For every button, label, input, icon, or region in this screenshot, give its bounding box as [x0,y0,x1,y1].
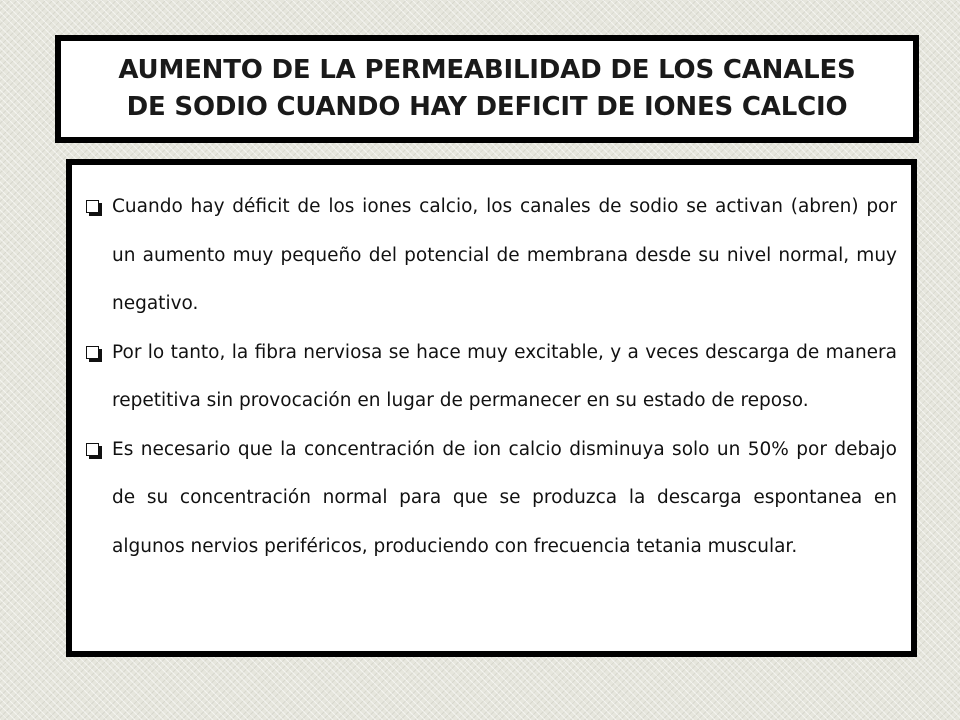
content-box [66,159,917,657]
square-bullet-icon [86,346,99,359]
slide-title [118,52,855,126]
bullet-text-3: Es necesario que la concentración de ion calcio disminuya solo un 50% por debajo de su concentración normal para que se produzca la descarga espontanea en algunos nervios periféricos, produciendo con frecuencia tetania muscular. [112,438,897,557]
bullet-text-1: Cuando hay déficit de los iones calcio, los canales de sodio se activan (abren) por un aumento muy pequeño del potencial de membrana desde su nivel normal, muy negativo. [112,196,897,314]
square-bullet-icon [86,443,99,456]
bullet-item-1 [86,183,897,329]
bullet-text-2: Por lo tanto, la fibra nerviosa se hace muy excitable, y a veces descarga de manera repetitiva sin provocación en lugar de permanecer en su estado de reposo. [112,341,897,411]
title-line-1: AUMENTO DE LA PERMEABILIDAD DE LOS CANALES [118,55,856,85]
bullet-item-2 [86,329,897,426]
title-box [55,35,919,143]
title-line-2: DE SODIO CUANDO HAY DEFICIT DE IONES CALCIO [126,92,848,122]
bullet-item-3 [86,426,897,572]
square-bullet-icon [86,200,99,213]
